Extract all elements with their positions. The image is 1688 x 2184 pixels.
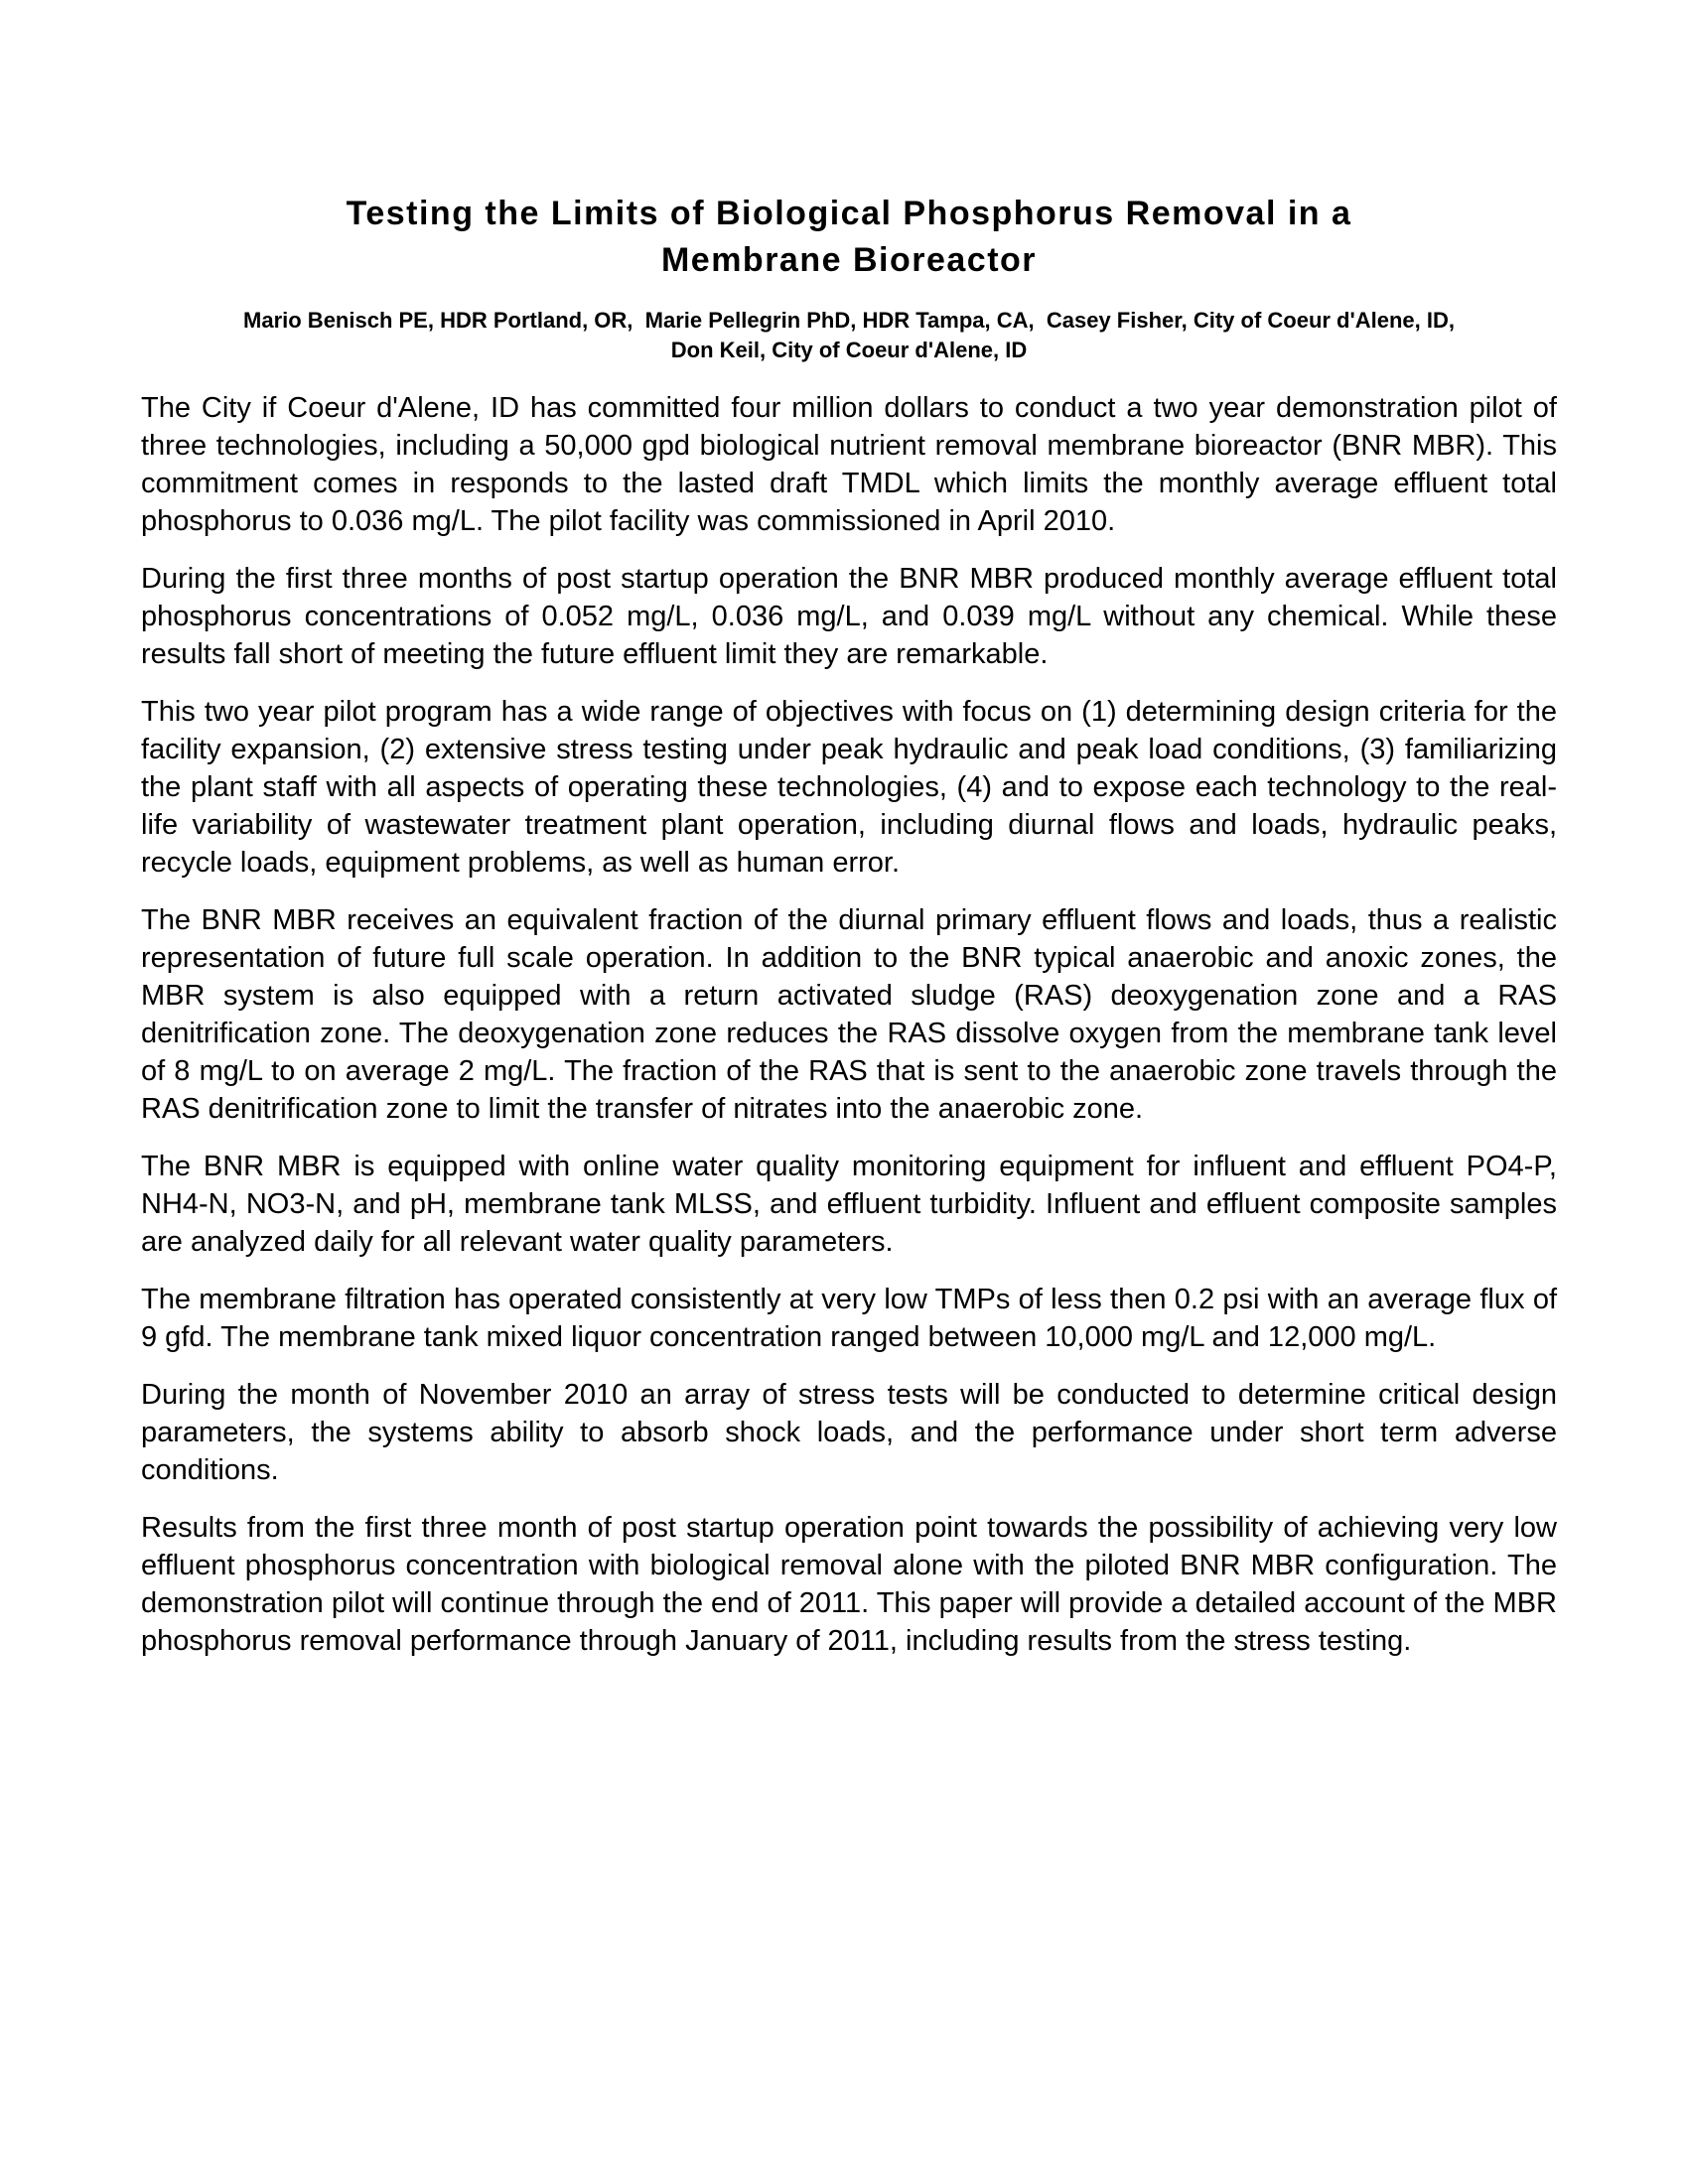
abstract-paragraph-8: Results from the first three month of post startup operation point towards the possibility of achieving very low effluent phosphorus concentration with biological removal alone with the piloted BNR MBR configuration. The demonstration pilot will continue through the end of 2011. This paper will provide a detailed account of the MBR phosphorus removal performance through January of 2011, including results from the stress testing. — [141, 1512, 1557, 1657]
abstract — [141, 389, 1557, 1660]
abstract-paragraph-4: The BNR MBR receives an equivalent fraction of the diurnal primary effluent flows and loads, thus a realistic representation of future full scale operation. In addition to the BNR typical anaerobic and anoxic zones, the MBR system is also equipped with a return activated sludge (RAS) deoxygenation zone and a RAS denitrification zone. The deoxygenation zone reduces the RAS dissolve oxygen from the membrane tank level of 8 mg/L to on average 2 mg/L. The fraction of the RAS that is sent to the anaerobic zone travels through the RAS denitrification zone to limit the transfer of nitrates into the anaerobic zone. — [141, 904, 1557, 1125]
abstract-paragraph-5: The BNR MBR is equipped with online water quality monitoring equipment for influent and effluent PO4-P, NH4-N, NO3-N, and pH, membrane tank MLSS, and effluent turbidity. Influent and effluent composite samples are analyzed daily for all relevant water quality parameters. — [141, 1151, 1557, 1258]
abstract-paragraph-7: During the month of November 2010 an array of stress tests will be conducted to determine critical design parameters, the systems ability to absorb shock loads, and the performance under short term adverse conditions. — [141, 1379, 1557, 1486]
abstract-paragraph-2: During the first three months of post startup operation the BNR MBR produced monthly average effluent total phosphorus concentrations of 0.052 mg/L, 0.036 mg/L, and 0.039 mg/L without any chemical. While these results fall short of meeting the future effluent limit they are remarkable. — [141, 563, 1557, 670]
title-line-2: Membrane Bioreactor — [660, 241, 1038, 279]
title-line-1: Testing the Limits of Biological Phosphorus Removal in a — [346, 195, 1352, 232]
abstract-paragraph-6: The membrane filtration has operated consistently at very low TMPs of less then 0.2 psi with an average flux of 9 gfd. The membrane tank mixed liquor concentration ranged between 10,000 mg/L and 12,000 mg/L. — [141, 1284, 1557, 1353]
document-title — [141, 191, 1557, 284]
author-line-2: Don Keil, City of Coeur d'Alene, ID — [670, 338, 1028, 362]
authors-block — [141, 306, 1557, 365]
abstract-paragraph-3: This two year pilot program has a wide range of objectives with focus on (1) determining design criteria for the facility expansion, (2) extensive stress testing under peak hydraulic and peak load conditions, (3) familiarizing the plant staff with all aspects of operating these technologies, (4) and to expose each technology to the real-life variability of wastewater treatment plant operation, including diurnal flows and loads, hydraulic peaks, recycle loads, equipment problems, as well as human error. — [141, 696, 1557, 879]
abstract-paragraph-1: The City if Coeur d'Alene, ID has committed four million dollars to conduct a two year demonstration pilot of three technologies, including a 50,000 gpd biological nutrient removal membrane bioreactor (BNR MBR). This commitment comes in responds to the lasted draft TMDL which limits the monthly average effluent total phosphorus to 0.036 mg/L. The pilot facility was commissioned in April 2010. — [141, 392, 1557, 537]
author-line-1: Mario Benisch PE, HDR Portland, OR, Marie Pellegrin PhD, HDR Tampa, CA, Casey Fisher, City of Coeur d'Alene, ID, — [243, 308, 1455, 333]
